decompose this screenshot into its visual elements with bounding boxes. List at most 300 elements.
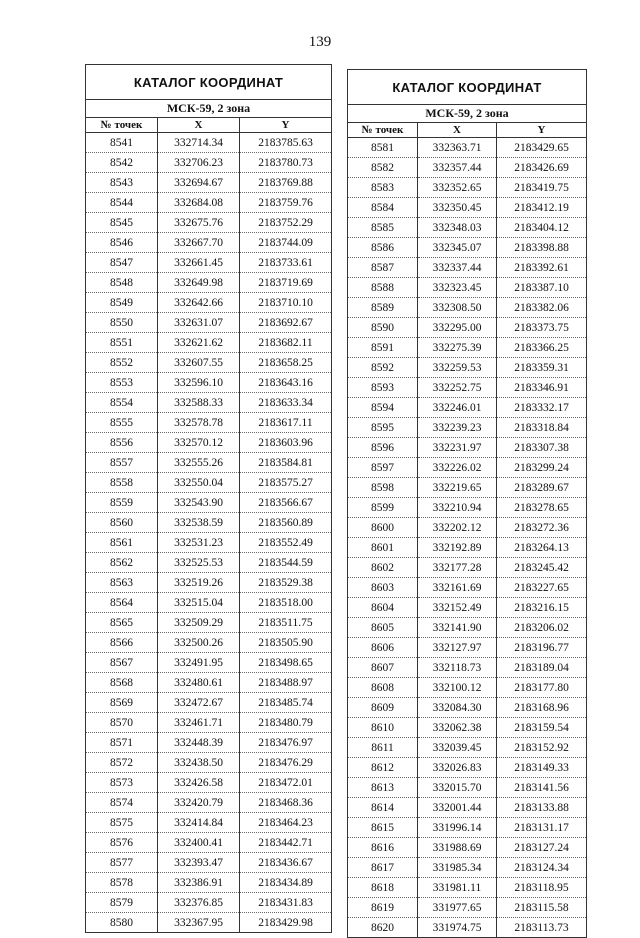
x-coordinate-cell: 332308.50 [418, 298, 497, 318]
table-row [86, 513, 332, 533]
x-coordinate-cell: 332400.41 [158, 833, 240, 853]
table-row [86, 313, 332, 333]
x-coordinate-cell: 332393.47 [158, 853, 240, 873]
y-coordinate-cell: 2183289.67 [497, 478, 587, 498]
table-row [348, 778, 587, 798]
point-number-cell: 8581 [348, 138, 418, 158]
x-coordinate-cell: 332472.67 [158, 693, 240, 713]
point-number-cell: 8609 [348, 698, 418, 718]
y-coordinate-cell: 2183744.09 [240, 233, 332, 253]
point-number-cell: 8556 [86, 433, 158, 453]
y-coordinate-cell: 2183272.36 [497, 518, 587, 538]
table-row [86, 573, 332, 593]
x-coordinate-cell: 332386.91 [158, 873, 240, 893]
point-number-cell: 8607 [348, 658, 418, 678]
point-number-cell: 8614 [348, 798, 418, 818]
table-row [348, 918, 587, 938]
table-row [348, 418, 587, 438]
x-coordinate-cell: 332348.03 [418, 218, 497, 238]
y-coordinate-cell: 2183518.00 [240, 593, 332, 613]
x-coordinate-cell: 332661.45 [158, 253, 240, 273]
y-coordinate-cell: 2183113.73 [497, 918, 587, 938]
x-coordinate-cell: 332570.12 [158, 433, 240, 453]
x-coordinate-cell: 332550.04 [158, 473, 240, 493]
y-coordinate-cell: 2183118.95 [497, 878, 587, 898]
point-number-cell: 8543 [86, 173, 158, 193]
point-number-cell: 8592 [348, 358, 418, 378]
table-row [86, 553, 332, 573]
x-coordinate-cell: 332357.44 [418, 158, 497, 178]
x-coordinate-cell: 332376.85 [158, 893, 240, 913]
x-coordinate-cell: 332350.45 [418, 198, 497, 218]
point-number-cell: 8580 [86, 913, 158, 933]
table-row [348, 738, 587, 758]
x-coordinate-cell: 332714.34 [158, 133, 240, 153]
x-coordinate-cell: 332219.65 [418, 478, 497, 498]
x-coordinate-cell: 332226.02 [418, 458, 497, 478]
x-coordinate-cell: 332202.12 [418, 518, 497, 538]
y-coordinate-cell: 2183584.81 [240, 453, 332, 473]
y-coordinate-cell: 2183216.15 [497, 598, 587, 618]
point-number-cell: 8565 [86, 613, 158, 633]
point-number-cell: 8598 [348, 478, 418, 498]
point-number-cell: 8589 [348, 298, 418, 318]
table-row [86, 593, 332, 613]
table-row [348, 478, 587, 498]
point-number-cell: 8559 [86, 493, 158, 513]
page-number: 139 [308, 34, 332, 50]
y-coordinate-cell: 2183152.92 [497, 738, 587, 758]
x-coordinate-cell: 332448.39 [158, 733, 240, 753]
point-number-cell: 8553 [86, 373, 158, 393]
point-number-cell: 8610 [348, 718, 418, 738]
point-number-cell: 8578 [86, 873, 158, 893]
y-coordinate-cell: 2183307.38 [497, 438, 587, 458]
x-coordinate-cell: 332239.23 [418, 418, 497, 438]
y-coordinate-cell: 2183124.34 [497, 858, 587, 878]
table-row [348, 238, 587, 258]
x-coordinate-cell: 332621.62 [158, 333, 240, 353]
point-number-cell: 8611 [348, 738, 418, 758]
x-coordinate-cell: 331985.34 [418, 858, 497, 878]
table-row [86, 193, 332, 213]
y-coordinate-cell: 2183488.97 [240, 673, 332, 693]
point-number-cell: 8603 [348, 578, 418, 598]
point-number-cell: 8551 [86, 333, 158, 353]
point-number-cell: 8597 [348, 458, 418, 478]
y-coordinate-cell: 2183398.88 [497, 238, 587, 258]
y-coordinate-cell: 2183387.10 [497, 278, 587, 298]
x-coordinate-cell: 332667.70 [158, 233, 240, 253]
table-row [86, 613, 332, 633]
point-number-cell: 8612 [348, 758, 418, 778]
x-coordinate-cell: 332480.61 [158, 673, 240, 693]
y-coordinate-cell: 2183429.65 [497, 138, 587, 158]
y-coordinate-cell: 2183133.88 [497, 798, 587, 818]
point-number-cell: 8590 [348, 318, 418, 338]
table-row [86, 133, 332, 153]
x-coordinate-cell: 332675.76 [158, 213, 240, 233]
x-coordinate-cell: 332420.79 [158, 793, 240, 813]
table-row [86, 753, 332, 773]
x-coordinate-cell: 332515.04 [158, 593, 240, 613]
point-number-cell: 8596 [348, 438, 418, 458]
table-row [86, 473, 332, 493]
y-coordinate-cell: 2183476.97 [240, 733, 332, 753]
x-coordinate-cell: 332491.95 [158, 653, 240, 673]
table-body [348, 138, 587, 938]
x-coordinate-cell: 332161.69 [418, 578, 497, 598]
point-number-cell: 8549 [86, 293, 158, 313]
table-row [86, 653, 332, 673]
y-coordinate-cell: 2183131.17 [497, 818, 587, 838]
x-coordinate-cell: 332607.55 [158, 353, 240, 373]
y-coordinate-cell: 2183658.25 [240, 353, 332, 373]
x-coordinate-cell: 332426.58 [158, 773, 240, 793]
x-coordinate-cell: 332684.08 [158, 193, 240, 213]
table-row [348, 298, 587, 318]
table-row [348, 698, 587, 718]
y-coordinate-cell: 2183412.19 [497, 198, 587, 218]
table-row [348, 798, 587, 818]
x-coordinate-cell: 332127.97 [418, 638, 497, 658]
point-number-cell: 8618 [348, 878, 418, 898]
point-number-cell: 8587 [348, 258, 418, 278]
x-coordinate-cell: 332001.44 [418, 798, 497, 818]
y-coordinate-cell: 2183436.67 [240, 853, 332, 873]
y-coordinate-cell: 2183404.12 [497, 218, 587, 238]
table-row [348, 398, 587, 418]
y-coordinate-cell: 2183464.23 [240, 813, 332, 833]
table-row [348, 598, 587, 618]
point-number-cell: 8606 [348, 638, 418, 658]
x-coordinate-cell: 332015.70 [418, 778, 497, 798]
y-coordinate-cell: 2183264.13 [497, 538, 587, 558]
x-coordinate-cell: 332141.90 [418, 618, 497, 638]
point-number-cell: 8591 [348, 338, 418, 358]
y-coordinate-cell: 2183498.65 [240, 653, 332, 673]
x-coordinate-cell: 332118.73 [418, 658, 497, 678]
x-coordinate-cell: 331974.75 [418, 918, 497, 938]
y-coordinate-cell: 2183472.01 [240, 773, 332, 793]
x-coordinate-cell: 332555.26 [158, 453, 240, 473]
table-row [86, 253, 332, 273]
y-coordinate-cell: 2183366.25 [497, 338, 587, 358]
y-coordinate-cell: 2183149.33 [497, 758, 587, 778]
table-row [348, 758, 587, 778]
y-coordinate-cell: 2183346.91 [497, 378, 587, 398]
y-coordinate-cell: 2183759.76 [240, 193, 332, 213]
y-coordinate-cell: 2183643.16 [240, 373, 332, 393]
y-coordinate-cell: 2183485.74 [240, 693, 332, 713]
y-coordinate-cell: 2183318.84 [497, 418, 587, 438]
x-coordinate-cell: 332337.44 [418, 258, 497, 278]
table-row [86, 433, 332, 453]
point-number-cell: 8584 [348, 198, 418, 218]
table-row [86, 153, 332, 173]
point-number-cell: 8562 [86, 553, 158, 573]
x-coordinate-cell: 332252.75 [418, 378, 497, 398]
column-header-y: Y [497, 123, 587, 138]
y-coordinate-cell: 2183682.11 [240, 333, 332, 353]
table-row [348, 498, 587, 518]
table-row [348, 458, 587, 478]
table-row [348, 818, 587, 838]
table-row [348, 318, 587, 338]
point-number-cell: 8557 [86, 453, 158, 473]
point-number-cell: 8594 [348, 398, 418, 418]
y-coordinate-cell: 2183419.75 [497, 178, 587, 198]
point-number-cell: 8576 [86, 833, 158, 853]
table-row [348, 618, 587, 638]
column-header-x: X [158, 118, 240, 133]
table-row [348, 378, 587, 398]
table-row [86, 213, 332, 233]
table-row [348, 718, 587, 738]
point-number-cell: 8601 [348, 538, 418, 558]
y-coordinate-cell: 2183332.17 [497, 398, 587, 418]
table-row [348, 678, 587, 698]
y-coordinate-cell: 2183127.24 [497, 838, 587, 858]
x-coordinate-cell: 332438.50 [158, 753, 240, 773]
table-body [86, 133, 332, 933]
point-number-cell: 8616 [348, 838, 418, 858]
point-number-cell: 8588 [348, 278, 418, 298]
table-row [86, 833, 332, 853]
table-row [86, 393, 332, 413]
x-coordinate-cell: 332461.71 [158, 713, 240, 733]
point-number-cell: 8548 [86, 273, 158, 293]
x-coordinate-cell: 332642.66 [158, 293, 240, 313]
y-coordinate-cell: 2183392.61 [497, 258, 587, 278]
y-coordinate-cell: 2183480.79 [240, 713, 332, 733]
table-row [86, 293, 332, 313]
table-row [86, 273, 332, 293]
x-coordinate-cell: 332026.83 [418, 758, 497, 778]
point-number-cell: 8579 [86, 893, 158, 913]
y-coordinate-cell: 2183227.65 [497, 578, 587, 598]
table-row [86, 713, 332, 733]
y-coordinate-cell: 2183511.75 [240, 613, 332, 633]
column-header-point: № точек [86, 118, 158, 133]
y-coordinate-cell: 2183442.71 [240, 833, 332, 853]
x-coordinate-cell: 332525.53 [158, 553, 240, 573]
point-number-cell: 8568 [86, 673, 158, 693]
y-coordinate-cell: 2183431.83 [240, 893, 332, 913]
table-row [86, 693, 332, 713]
point-number-cell: 8577 [86, 853, 158, 873]
x-coordinate-cell: 332100.12 [418, 678, 497, 698]
point-number-cell: 8605 [348, 618, 418, 638]
x-coordinate-cell: 332367.95 [158, 913, 240, 933]
table-row [348, 558, 587, 578]
y-coordinate-cell: 2183633.34 [240, 393, 332, 413]
point-number-cell: 8583 [348, 178, 418, 198]
point-number-cell: 8561 [86, 533, 158, 553]
x-coordinate-cell: 331977.65 [418, 898, 497, 918]
point-number-cell: 8563 [86, 573, 158, 593]
x-coordinate-cell: 332538.59 [158, 513, 240, 533]
table-row [348, 158, 587, 178]
point-number-cell: 8595 [348, 418, 418, 438]
y-coordinate-cell: 2183278.65 [497, 498, 587, 518]
point-number-cell: 8560 [86, 513, 158, 533]
y-coordinate-cell: 2183434.89 [240, 873, 332, 893]
table-row [348, 858, 587, 878]
x-coordinate-cell: 332177.28 [418, 558, 497, 578]
coordinate-system-zone: МСК-59, 2 зона [86, 100, 332, 118]
x-coordinate-cell: 332531.23 [158, 533, 240, 553]
y-coordinate-cell: 2183426.69 [497, 158, 587, 178]
point-number-cell: 8613 [348, 778, 418, 798]
y-coordinate-cell: 2183560.89 [240, 513, 332, 533]
x-coordinate-cell: 332509.29 [158, 613, 240, 633]
y-coordinate-cell: 2183617.11 [240, 413, 332, 433]
table-row [348, 358, 587, 378]
y-coordinate-cell: 2183505.90 [240, 633, 332, 653]
point-number-cell: 8552 [86, 353, 158, 373]
x-coordinate-cell: 332706.23 [158, 153, 240, 173]
y-coordinate-cell: 2183529.38 [240, 573, 332, 593]
y-coordinate-cell: 2183552.49 [240, 533, 332, 553]
coordinate-catalog-table-right [347, 69, 587, 938]
y-coordinate-cell: 2183245.42 [497, 558, 587, 578]
x-coordinate-cell: 332578.78 [158, 413, 240, 433]
point-number-cell: 8615 [348, 818, 418, 838]
y-coordinate-cell: 2183141.56 [497, 778, 587, 798]
x-coordinate-cell: 332084.30 [418, 698, 497, 718]
table-row [86, 853, 332, 873]
table-row [348, 198, 587, 218]
y-coordinate-cell: 2183603.96 [240, 433, 332, 453]
x-coordinate-cell: 332259.53 [418, 358, 497, 378]
x-coordinate-cell: 332039.45 [418, 738, 497, 758]
point-number-cell: 8593 [348, 378, 418, 398]
x-coordinate-cell: 332543.90 [158, 493, 240, 513]
table-row [348, 338, 587, 358]
point-number-cell: 8575 [86, 813, 158, 833]
point-number-cell: 8567 [86, 653, 158, 673]
x-coordinate-cell: 332152.49 [418, 598, 497, 618]
point-number-cell: 8564 [86, 593, 158, 613]
column-header-x: X [418, 123, 497, 138]
y-coordinate-cell: 2183382.06 [497, 298, 587, 318]
x-coordinate-cell: 332363.71 [418, 138, 497, 158]
table-row [86, 333, 332, 353]
y-coordinate-cell: 2183710.10 [240, 293, 332, 313]
table-row [86, 873, 332, 893]
x-coordinate-cell: 332352.65 [418, 178, 497, 198]
y-coordinate-cell: 2183476.29 [240, 753, 332, 773]
x-coordinate-cell: 332062.38 [418, 718, 497, 738]
y-coordinate-cell: 2183299.24 [497, 458, 587, 478]
table-row [86, 233, 332, 253]
y-coordinate-cell: 2183206.02 [497, 618, 587, 638]
table-row [86, 353, 332, 373]
x-coordinate-cell: 331981.11 [418, 878, 497, 898]
x-coordinate-cell: 332323.45 [418, 278, 497, 298]
point-number-cell: 8582 [348, 158, 418, 178]
table-row [348, 518, 587, 538]
y-coordinate-cell: 2183159.54 [497, 718, 587, 738]
point-number-cell: 8599 [348, 498, 418, 518]
y-coordinate-cell: 2183780.73 [240, 153, 332, 173]
table-row [86, 793, 332, 813]
x-coordinate-cell: 332192.89 [418, 538, 497, 558]
y-coordinate-cell: 2183189.04 [497, 658, 587, 678]
point-number-cell: 8542 [86, 153, 158, 173]
table-row [348, 218, 587, 238]
table-row [348, 438, 587, 458]
x-coordinate-cell: 332345.07 [418, 238, 497, 258]
x-coordinate-cell: 332275.39 [418, 338, 497, 358]
table-row [86, 893, 332, 913]
x-coordinate-cell: 332588.33 [158, 393, 240, 413]
x-coordinate-cell: 332414.84 [158, 813, 240, 833]
y-coordinate-cell: 2183719.69 [240, 273, 332, 293]
point-number-cell: 8602 [348, 558, 418, 578]
table-row [86, 673, 332, 693]
y-coordinate-cell: 2183733.61 [240, 253, 332, 273]
point-number-cell: 8572 [86, 753, 158, 773]
point-number-cell: 8555 [86, 413, 158, 433]
y-coordinate-cell: 2183566.67 [240, 493, 332, 513]
point-number-cell: 8544 [86, 193, 158, 213]
table-row [348, 838, 587, 858]
point-number-cell: 8546 [86, 233, 158, 253]
coordinate-system-zone: МСК-59, 2 зона [348, 105, 587, 123]
table-row [348, 278, 587, 298]
table-row [86, 813, 332, 833]
coordinate-catalog-table-left [85, 64, 332, 933]
y-coordinate-cell: 2183785.63 [240, 133, 332, 153]
y-coordinate-cell: 2183692.67 [240, 313, 332, 333]
point-number-cell: 8547 [86, 253, 158, 273]
y-coordinate-cell: 2183373.75 [497, 318, 587, 338]
table-row [348, 898, 587, 918]
catalog-title: КАТАЛОГ КООРДИНАТ [348, 70, 587, 105]
y-coordinate-cell: 2183115.58 [497, 898, 587, 918]
point-number-cell: 8608 [348, 678, 418, 698]
y-coordinate-cell: 2183177.80 [497, 678, 587, 698]
x-coordinate-cell: 331996.14 [418, 818, 497, 838]
x-coordinate-cell: 332295.00 [418, 318, 497, 338]
y-coordinate-cell: 2183168.96 [497, 698, 587, 718]
table-row [348, 878, 587, 898]
point-number-cell: 8558 [86, 473, 158, 493]
point-number-cell: 8620 [348, 918, 418, 938]
point-number-cell: 8545 [86, 213, 158, 233]
point-number-cell: 8586 [348, 238, 418, 258]
y-coordinate-cell: 2183468.36 [240, 793, 332, 813]
point-number-cell: 8574 [86, 793, 158, 813]
table-row [86, 733, 332, 753]
table-row [348, 138, 587, 158]
point-number-cell: 8604 [348, 598, 418, 618]
x-coordinate-cell: 332596.10 [158, 373, 240, 393]
table-row [86, 453, 332, 473]
x-coordinate-cell: 332649.98 [158, 273, 240, 293]
x-coordinate-cell: 332246.01 [418, 398, 497, 418]
point-number-cell: 8566 [86, 633, 158, 653]
x-coordinate-cell: 332210.94 [418, 498, 497, 518]
column-header-point: № точек [348, 123, 418, 138]
table-row [86, 493, 332, 513]
y-coordinate-cell: 2183196.77 [497, 638, 587, 658]
point-number-cell: 8573 [86, 773, 158, 793]
point-number-cell: 8571 [86, 733, 158, 753]
point-number-cell: 8570 [86, 713, 158, 733]
